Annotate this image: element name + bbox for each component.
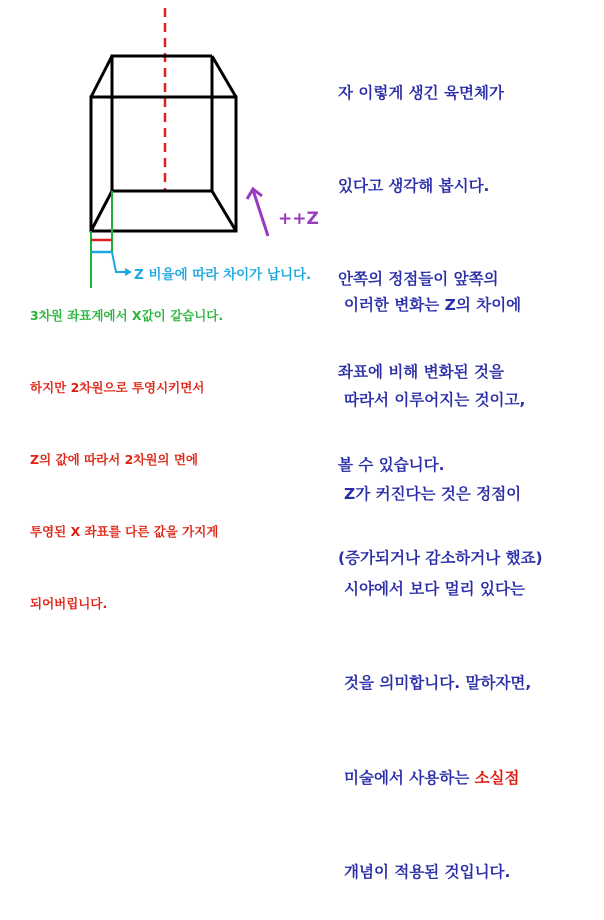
explanation-line: 개념이 적용된 것입니다. — [344, 863, 511, 881]
explanation-text: 미술에서 사용하는 — [344, 768, 475, 787]
explanation-line: 볼 수 있습니다. — [338, 456, 445, 474]
explanation-line: 안쪽의 정점들이 앞쪽의 — [338, 270, 499, 288]
explanation-line: 것을 의미합니다. 말하자면, — [344, 674, 532, 692]
cube-back-face — [112, 56, 212, 191]
note-red-block — [30, 328, 218, 640]
cube-edge-top-left — [91, 56, 112, 97]
note-green-line: 3차원 좌표계에서 X값이 같습니다. — [30, 308, 224, 323]
z-ratio-arrowhead — [125, 268, 132, 276]
explanation-line: 자 이렇게 생긴 육면체가 — [338, 84, 504, 102]
explanation-line-vanishing-point — [344, 763, 531, 795]
explanation-line: 이러한 변화는 Z의 차이에 — [344, 296, 522, 314]
note-red-line: 되어버립니다. — [30, 596, 108, 611]
explanation-line: (증가되거나 감소하거나 했죠) — [338, 549, 543, 567]
explanation-line: 따라서 이루어지는 것이고, — [344, 390, 526, 409]
cube-edge-top-right — [212, 56, 236, 97]
plus-z-arrow-shaft — [253, 190, 268, 236]
cube-edge-bottom-right — [212, 191, 236, 231]
z-ratio-blue-pointer — [112, 252, 130, 272]
explanation-line: Z가 커진다는 것은 정점이 — [344, 485, 522, 503]
note-red-line: Z의 값에 따라서 2차원의 면에 — [30, 452, 198, 467]
z-ratio-label: Z 비율에 따라 차이가 납니다. — [134, 267, 312, 283]
explanation-bottom — [344, 227, 531, 920]
plus-z-label: ++Z — [278, 209, 319, 229]
explanation-line: 있다고 생각해 봅시다. — [338, 177, 490, 195]
vanishing-point-keyword: 소실점 — [474, 768, 520, 787]
note-red-line: 투영된 X 좌표를 다른 값을 가지게 — [30, 524, 219, 539]
note-red-line: 하지만 2차원으로 투영시키면서 — [30, 380, 205, 395]
explanation-line: 시야에서 보다 멀리 있다는 — [344, 579, 525, 598]
cube-edge-bottom-left — [91, 191, 112, 231]
explanation-line: 좌표에 비해 변화된 것을 — [338, 363, 504, 381]
